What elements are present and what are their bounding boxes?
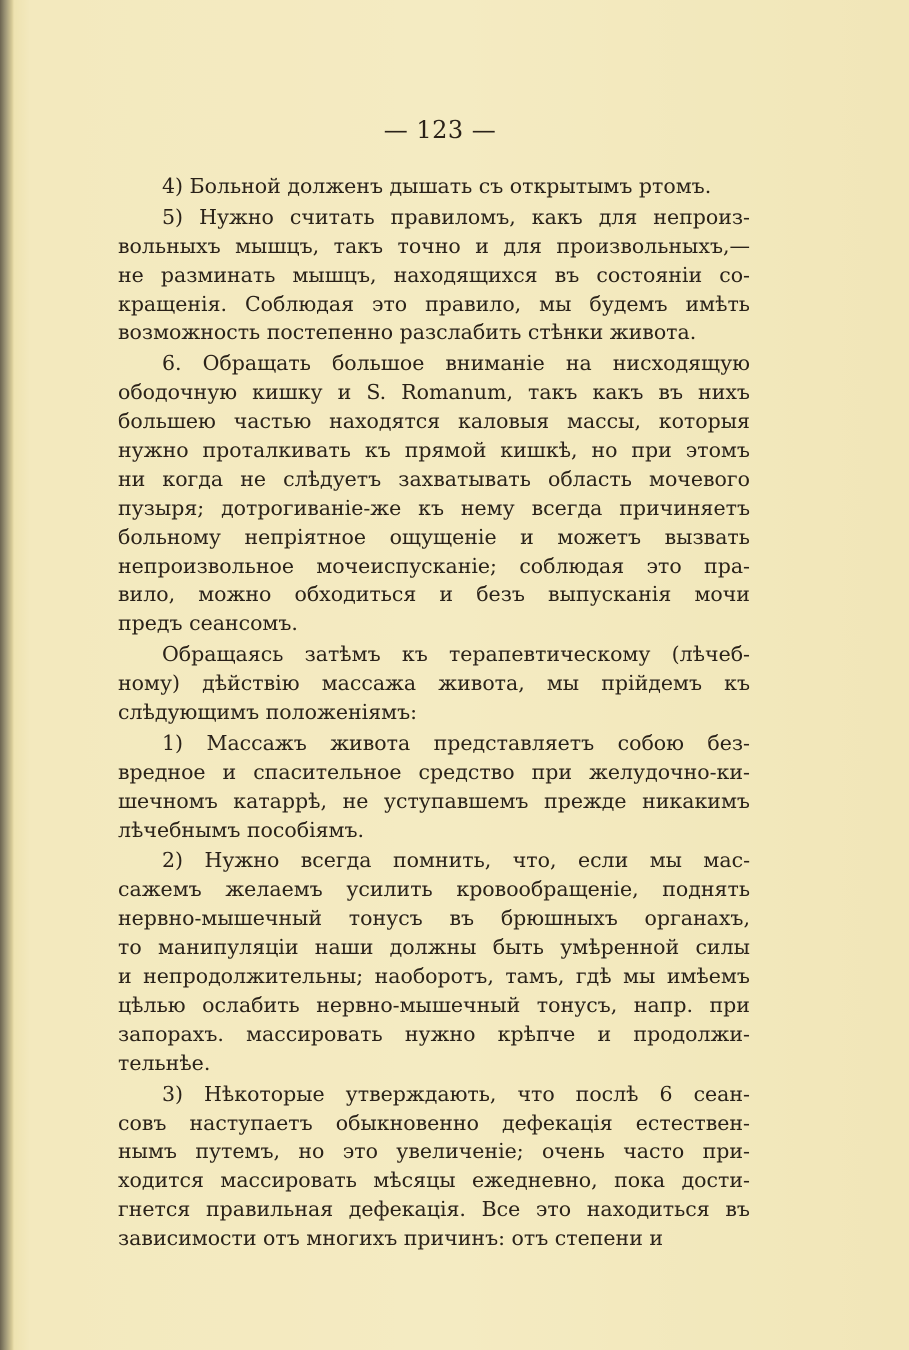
text-line: ному) дѣйствiю массажа живота, мы прiйдемъ къ <box>118 671 750 696</box>
text-line: возможность постепенно разслабить стѣнки живота. <box>118 320 697 345</box>
text-line: 4) Больной долженъ дышать съ открытымъ ртомъ. <box>162 174 712 198</box>
text-line: совъ наступаетъ обыкновенно дефекацiя естествен- <box>118 1110 750 1135</box>
text-line: большею частью находятся каловыя массы, которыя <box>118 409 750 434</box>
text-line: пузыря; дотрогиванiе-же къ нему всегда причиняетъ <box>118 495 750 520</box>
text-line: запорахъ. массировать нужно крѣпче и продолжи- <box>118 1021 750 1046</box>
text-line: лѣчебнымъ пособiямъ. <box>118 817 365 842</box>
text-line: нервно-мышечный тонусъ въ брюшныхъ органахъ, <box>118 906 750 931</box>
paragraph <box>118 729 750 845</box>
text-line: нужно проталкивать къ прямой кишкѣ, но при этомъ <box>118 438 750 463</box>
text-line: тельнѣе. <box>118 1050 211 1075</box>
paragraph <box>118 172 750 201</box>
text-line: Обращаясь затѣмъ къ терапевтическому (лѣчеб- <box>162 642 750 667</box>
body-text <box>118 172 750 1253</box>
page-number: — 123 — <box>383 116 497 144</box>
paragraph <box>118 640 750 727</box>
text-line: вредное и спасительное средство при желудочно-ки- <box>118 759 750 784</box>
text-line: зависимости отъ многихъ причинъ: отъ степени и <box>118 1226 664 1251</box>
text-line: 1) Массажъ живота представляетъ собою без- <box>162 730 750 755</box>
text-line: нымъ путемъ, но это увеличенiе; очень часто при- <box>118 1139 750 1164</box>
spine-shadow <box>0 0 14 1350</box>
text-line: ободочную кишку и S. Romanum, такъ какъ въ нихъ <box>118 380 750 405</box>
text-line: сажемъ желаемъ усилить кровообращенiе, поднять <box>118 877 750 902</box>
text-line: вило, можно обходиться и безъ выпусканiя мочи <box>118 582 750 607</box>
paragraph <box>118 203 750 347</box>
text-line: 3) Нѣкоторые утверждають, что послѣ 6 сеан- <box>162 1081 750 1106</box>
text-line: больному непрiятное ощущенiе и можетъ вызвать <box>118 524 750 549</box>
text-line: 5) Нужно считать правиломъ, какъ для непроиз- <box>162 204 750 229</box>
text-line: не разминать мышцъ, находящихся въ состоянiи со- <box>118 262 750 287</box>
paragraph <box>118 1080 750 1253</box>
text-line: предъ сеансомъ. <box>118 611 298 636</box>
text-line: шечномъ катаррѣ, не уступавшемъ прежде никакимъ <box>118 788 750 813</box>
paragraph <box>118 846 750 1077</box>
text-line: вольныхъ мышцъ, такъ точно и для произвольныхъ,— <box>118 233 750 258</box>
paragraph <box>118 349 750 638</box>
text-line: 6. Обращать большое вниманiе на нисходящую <box>162 351 750 376</box>
text-line: то манипуляцiи наши должны быть умѣренной силы <box>118 935 750 960</box>
text-line: ни когда не слѣдуетъ захватывать область мочевого <box>118 466 750 491</box>
text-line: непроизвольное мочеиспусканiе; соблюдая это пра- <box>118 553 750 578</box>
text-line: 2) Нужно всегда помнить, что, если мы мас- <box>162 848 750 873</box>
text-line: и непродолжительны; наоборотъ, тамъ, гдѣ мы имѣемъ <box>118 964 750 989</box>
text-line: цѣлью ослабить нервно-мышечный тонусъ, напр. при <box>118 992 750 1017</box>
text-line: гнется правильная дефекацiя. Все это находиться въ <box>118 1197 750 1222</box>
text-line: ходится массировать мѣсяцы ежедневно, пока дости- <box>118 1168 750 1193</box>
text-line: слѣдующимъ положенiямъ: <box>118 700 418 725</box>
text-line: кращенiя. Соблюдая это правило, мы будемъ имѣть <box>118 291 750 316</box>
